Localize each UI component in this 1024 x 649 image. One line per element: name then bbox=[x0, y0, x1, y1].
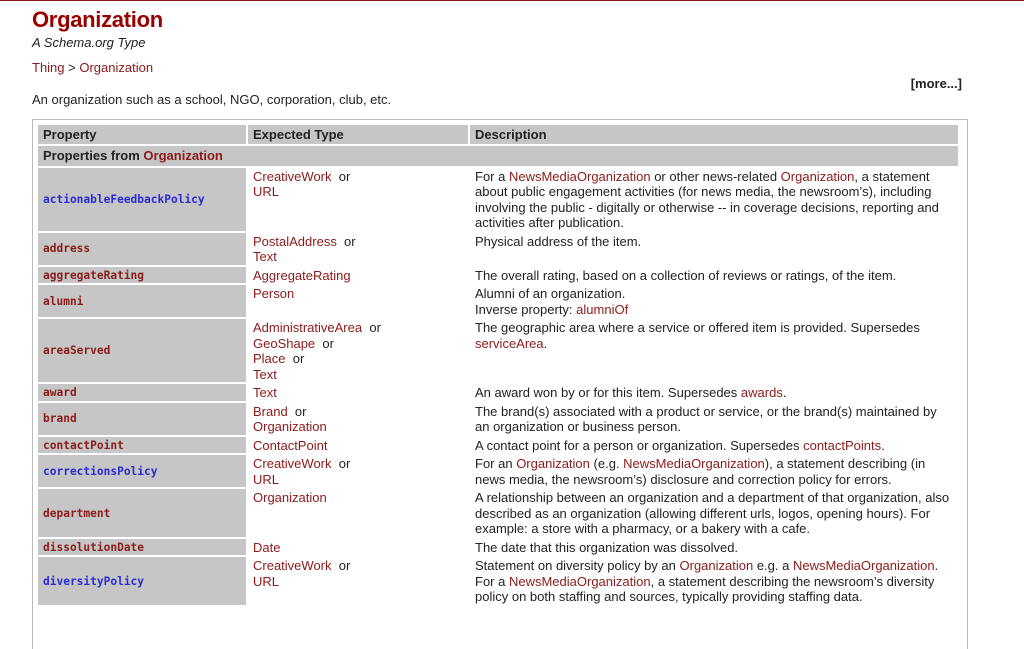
type-link[interactable]: PostalAddress bbox=[253, 233, 337, 249]
description-text: , a statement about public engagement activities (for news media, the newsroom’s), including involving the public - digitally or otherwise -- in coverage decisions, reporting and activities after publication. bbox=[475, 168, 939, 230]
table-row bbox=[38, 557, 958, 605]
property-cell bbox=[38, 557, 246, 605]
more-link[interactable]: [more...] bbox=[910, 76, 962, 91]
property-cell bbox=[38, 403, 246, 435]
description-cell bbox=[470, 539, 958, 556]
table-header-row bbox=[38, 125, 958, 144]
type-link[interactable]: Text bbox=[253, 249, 277, 264]
group-row bbox=[38, 146, 958, 166]
description-link[interactable]: NewsMediaOrganization bbox=[508, 573, 651, 589]
type-link[interactable]: Organization bbox=[253, 419, 327, 434]
description-link[interactable]: NewsMediaOrganization bbox=[508, 168, 651, 184]
property-link[interactable]: award bbox=[43, 386, 77, 399]
table-row bbox=[38, 319, 958, 382]
description-text: . For a bbox=[475, 558, 939, 589]
type-link[interactable]: CreativeWork bbox=[253, 558, 332, 573]
or-separator: or bbox=[331, 558, 351, 573]
table-row bbox=[38, 455, 958, 487]
expected-type-cell bbox=[248, 233, 468, 265]
type-link[interactable]: URL bbox=[253, 573, 280, 589]
property-link[interactable]: contactPoint bbox=[43, 438, 124, 452]
expected-type-cell bbox=[248, 168, 468, 231]
description-link[interactable]: alumniOf bbox=[576, 301, 629, 317]
group-label bbox=[38, 146, 958, 166]
property-cell bbox=[38, 233, 246, 265]
page-title: Organization bbox=[32, 7, 163, 32]
type-description: An organization such as a school, NGO, corporation, club, etc. bbox=[32, 92, 392, 107]
description-text: The brand(s) associated with a product or service, or the brand(s) maintained by an organization or business person. bbox=[475, 403, 937, 434]
expected-type-cell bbox=[248, 437, 468, 454]
expected-type-cell bbox=[248, 403, 468, 435]
description-link[interactable]: NewsMediaOrganization bbox=[792, 558, 935, 573]
breadcrumb-organization[interactable]: Organization bbox=[79, 60, 154, 75]
table-row bbox=[38, 437, 958, 454]
description-link[interactable]: NewsMediaOrganization bbox=[623, 456, 765, 471]
description-link[interactable]: Organization bbox=[780, 168, 855, 184]
table-row bbox=[38, 168, 958, 231]
breadcrumb-thing[interactable]: Thing bbox=[32, 60, 65, 75]
table-row bbox=[38, 233, 958, 265]
description-cell bbox=[470, 285, 958, 317]
property-cell bbox=[38, 455, 246, 487]
expected-type-cell bbox=[248, 489, 468, 537]
property-link[interactable]: brand bbox=[43, 412, 77, 426]
expected-type-cell bbox=[248, 267, 468, 284]
table-row bbox=[38, 384, 958, 401]
description-text: A contact point for a person or organization. Supersedes bbox=[475, 437, 804, 453]
description-text: Physical address of the item. bbox=[475, 233, 642, 249]
table-row bbox=[38, 285, 958, 317]
table-row bbox=[38, 539, 958, 556]
or-separator: or bbox=[362, 320, 381, 335]
type-link[interactable]: ContactPoint bbox=[253, 437, 328, 453]
description-text: ), a statement describing (in news media, the newsroom’s) disclosure and correction policy for errors. bbox=[475, 456, 926, 487]
description-cell bbox=[470, 557, 958, 605]
description-cell bbox=[470, 403, 958, 435]
property-cell bbox=[38, 437, 246, 454]
description-cell bbox=[470, 319, 958, 382]
description-cell bbox=[470, 168, 958, 231]
description-link[interactable]: awards bbox=[740, 385, 783, 400]
type-link[interactable]: Text bbox=[253, 366, 277, 382]
property-link[interactable]: actionableFeedbackPolicy bbox=[43, 192, 205, 206]
group-link-organization[interactable]: Organization bbox=[143, 148, 223, 163]
property-cell bbox=[38, 384, 246, 401]
type-link[interactable]: GeoShape bbox=[253, 335, 316, 351]
description-cell bbox=[470, 267, 958, 284]
property-cell bbox=[38, 168, 246, 231]
description-text: or other news-related bbox=[650, 168, 781, 184]
or-separator: or bbox=[331, 168, 351, 184]
type-link[interactable]: Date bbox=[253, 539, 281, 555]
property-cell bbox=[38, 267, 246, 284]
description-cell bbox=[470, 233, 958, 265]
description-text: A relationship between an organization and a department of that organization, also described as an organization (allowing different urls, logos, opening hours). For example: a store with a pharmacy, or a bakery with a cafe. bbox=[475, 490, 950, 536]
description-text: . bbox=[782, 385, 787, 400]
group-prefix: Properties from bbox=[43, 148, 144, 163]
or-separator: or bbox=[287, 403, 307, 419]
property-link[interactable]: correctionsPolicy bbox=[43, 464, 158, 478]
description-cell bbox=[470, 489, 958, 537]
description-link[interactable]: Organization bbox=[679, 558, 754, 573]
type-link[interactable]: URL bbox=[253, 184, 280, 199]
breadcrumb bbox=[32, 60, 153, 75]
type-link[interactable]: Text bbox=[253, 385, 277, 400]
expected-type-cell bbox=[248, 539, 468, 556]
type-link[interactable]: CreativeWork bbox=[253, 456, 332, 471]
or-separator: or bbox=[285, 351, 305, 366]
description-text: An award won by or for this item. Supersedes bbox=[475, 385, 741, 400]
description-text: Alumni of an organization. bbox=[475, 286, 626, 301]
type-link[interactable]: Place bbox=[253, 351, 286, 366]
expected-type-cell bbox=[248, 319, 468, 382]
type-link[interactable]: Brand bbox=[253, 403, 288, 419]
or-separator: or bbox=[331, 456, 351, 471]
table-row bbox=[38, 489, 958, 537]
type-link[interactable]: AdministrativeArea bbox=[253, 320, 363, 335]
description-text: For a bbox=[475, 168, 509, 184]
description-text: The geographic area where a service or offered item is provided. Supersedes bbox=[475, 320, 920, 335]
type-link[interactable]: AggregateRating bbox=[253, 267, 351, 283]
property-link[interactable]: aggregateRating bbox=[43, 268, 145, 282]
table-row bbox=[38, 403, 958, 435]
header-property: Property bbox=[38, 125, 246, 144]
or-separator: or bbox=[315, 335, 334, 351]
type-link[interactable]: CreativeWork bbox=[253, 168, 332, 184]
header-expected-type: Expected Type bbox=[248, 125, 468, 144]
description-text: (e.g. bbox=[589, 456, 624, 471]
property-cell bbox=[38, 319, 246, 382]
or-separator: or bbox=[336, 233, 356, 249]
description-text: , a statement describing the newsroom’s diversity policy on both staffing and sources, typically providing staffing data. bbox=[475, 573, 935, 604]
description-text: For an bbox=[475, 456, 517, 471]
type-link[interactable]: Organization bbox=[253, 490, 327, 505]
properties-table-container bbox=[32, 119, 968, 649]
expected-type-cell bbox=[248, 455, 468, 487]
expected-type-cell bbox=[248, 557, 468, 605]
description-text: . bbox=[881, 437, 885, 453]
property-link[interactable]: diversityPolicy bbox=[43, 574, 145, 588]
description-text: Inverse property: bbox=[475, 301, 577, 317]
header-description: Description bbox=[470, 125, 958, 144]
expected-type-cell bbox=[248, 285, 468, 317]
description-text: . bbox=[543, 335, 548, 351]
description-cell bbox=[470, 437, 958, 454]
description-text: The date that this organization was dissolved. bbox=[475, 539, 739, 555]
breadcrumb-separator: > bbox=[64, 60, 80, 75]
description-cell bbox=[470, 384, 958, 401]
description-link[interactable]: contactPoints bbox=[803, 437, 882, 453]
table-row bbox=[38, 267, 958, 284]
description-text: e.g. a bbox=[753, 558, 793, 573]
property-cell bbox=[38, 285, 246, 317]
description-link[interactable]: serviceArea bbox=[475, 335, 544, 351]
type-link[interactable]: Person bbox=[253, 286, 295, 301]
type-link[interactable]: URL bbox=[253, 471, 280, 487]
property-cell bbox=[38, 539, 246, 556]
property-cell bbox=[38, 489, 246, 537]
description-text: The overall rating, based on a collection of reviews or ratings, of the item. bbox=[475, 267, 897, 283]
property-link[interactable]: dissolutionDate bbox=[43, 540, 145, 554]
description-text: Statement on diversity policy by an bbox=[475, 558, 680, 573]
property-link[interactable]: alumni bbox=[43, 294, 84, 308]
description-link[interactable]: Organization bbox=[516, 456, 590, 471]
description-cell bbox=[470, 455, 958, 487]
expected-type-cell bbox=[248, 384, 468, 401]
property-link[interactable]: department bbox=[43, 506, 111, 520]
page-subtitle: A Schema.org Type bbox=[32, 35, 146, 50]
properties-table bbox=[36, 123, 960, 607]
property-link[interactable]: areaServed bbox=[43, 344, 111, 358]
property-link[interactable]: address bbox=[43, 242, 91, 256]
